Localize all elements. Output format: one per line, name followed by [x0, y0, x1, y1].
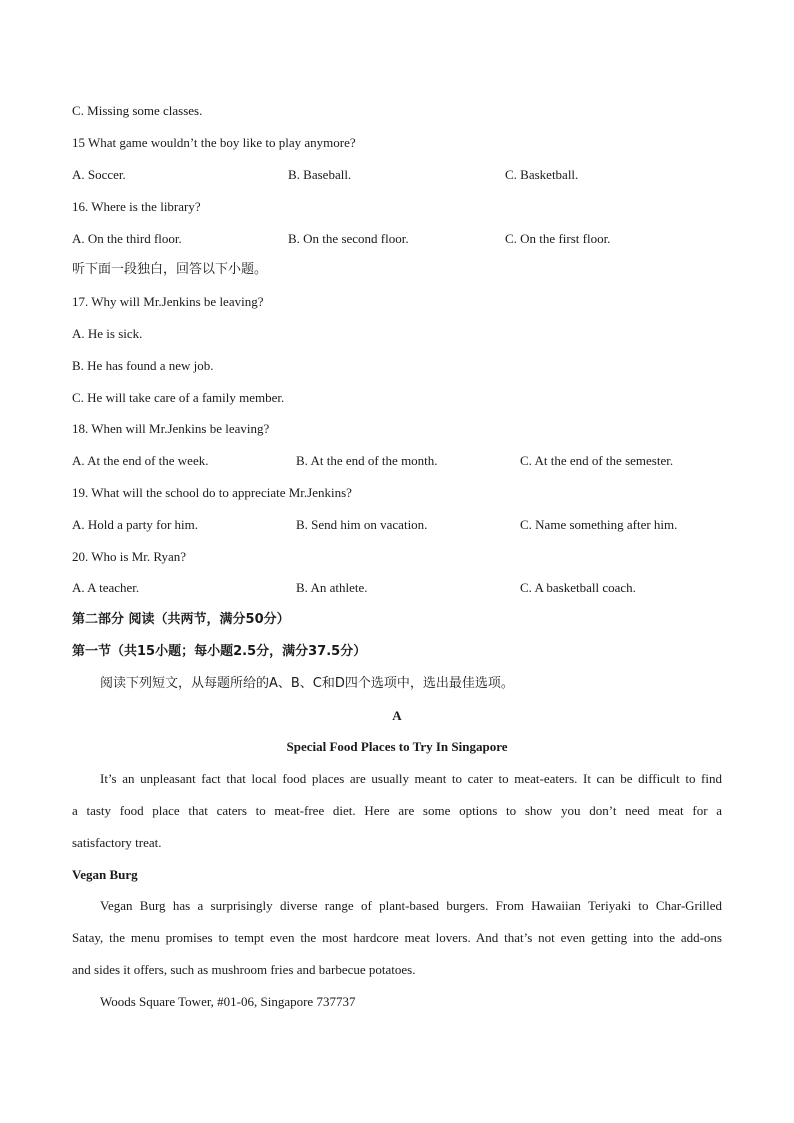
reading-part-heading: 第二部分 阅读（共两节，满分50分） [72, 612, 290, 627]
q18-question: 18. When will Mr.Jenkins be leaving? [72, 421, 270, 436]
q17-option-a: A. He is sick. [72, 326, 143, 341]
q18-option-b: B. At the end of the month. [296, 453, 438, 468]
passage-title: Special Food Places to Try In Singapore [286, 739, 508, 754]
vegan-burg-line-2: Satay, the menu promises to tempt even the most hardcore meat lovers. And that’s not even getting into the add-ons [72, 930, 722, 945]
q18-option-c: C. At the end of the semester. [520, 453, 674, 468]
reading-section-heading: 第一节（共15小题；每小题2.5分，满分37.5分） [72, 644, 367, 659]
vegan-burg-address: Woods Square Tower, #01-06, Singapore 737737 [100, 994, 356, 1009]
q15-option-c: C. Basketball. [505, 167, 579, 182]
q20-option-a: A. A teacher. [72, 580, 140, 595]
q17-question: 17. Why will Mr.Jenkins be leaving? [72, 294, 264, 309]
q15-question: 15 What game wouldn’t the boy like to play anymore? [72, 135, 356, 150]
intro-line-2: a tasty food place that caters to meat-free diet. Here are some options to show you don’t need meat for a [72, 803, 722, 818]
q20-question: 20. Who is Mr. Ryan? [72, 549, 187, 564]
vegan-burg-heading: Vegan Burg [72, 867, 138, 882]
vegan-burg-line-1: Vegan Burg has a surprisingly diverse range of plant-based burgers. From Hawaiian Teriyaki to Char-Grilled [100, 898, 722, 913]
q18-option-a: A. At the end of the week. [72, 453, 209, 468]
q19-option-c: C. Name something after him. [520, 517, 678, 532]
q16-question: 16. Where is the library? [72, 199, 201, 214]
intro-line-3: satisfactory treat. [72, 835, 162, 850]
intro-line-1: It’s an unpleasant fact that local food places are usually meant to cater to meat-eaters. It can be difficult to find [100, 771, 722, 786]
q15-option-a: A. Soccer. [72, 167, 126, 182]
q16-option-b: B. On the second floor. [288, 231, 409, 246]
q16-option-c: C. On the first floor. [505, 231, 611, 246]
q17-option-b: B. He has found a new job. [72, 358, 214, 373]
q14-option-c: C. Missing some classes. [72, 103, 203, 118]
monologue-instruction: 听下面一段独白，回答以下小题。 [72, 262, 268, 277]
q16-option-a: A. On the third floor. [72, 231, 182, 246]
reading-instruction: 阅读下列短文，从每题所给的A、B、C和D四个选项中，选出最佳选项。 [100, 676, 514, 691]
passage-letter: A [392, 708, 402, 723]
q19-question: 19. What will the school do to appreciate Mr.Jenkins? [72, 485, 352, 500]
q20-option-c: C. A basketball coach. [520, 580, 636, 595]
q19-option-a: A. Hold a party for him. [72, 517, 199, 532]
q20-option-b: B. An athlete. [296, 580, 368, 595]
q17-option-c: C. He will take care of a family member. [72, 390, 285, 405]
q19-option-b: B. Send him on vacation. [296, 517, 428, 532]
q15-option-b: B. Baseball. [288, 167, 352, 182]
vegan-burg-line-3: and sides it offers, such as mushroom fries and barbecue potatoes. [72, 962, 416, 977]
